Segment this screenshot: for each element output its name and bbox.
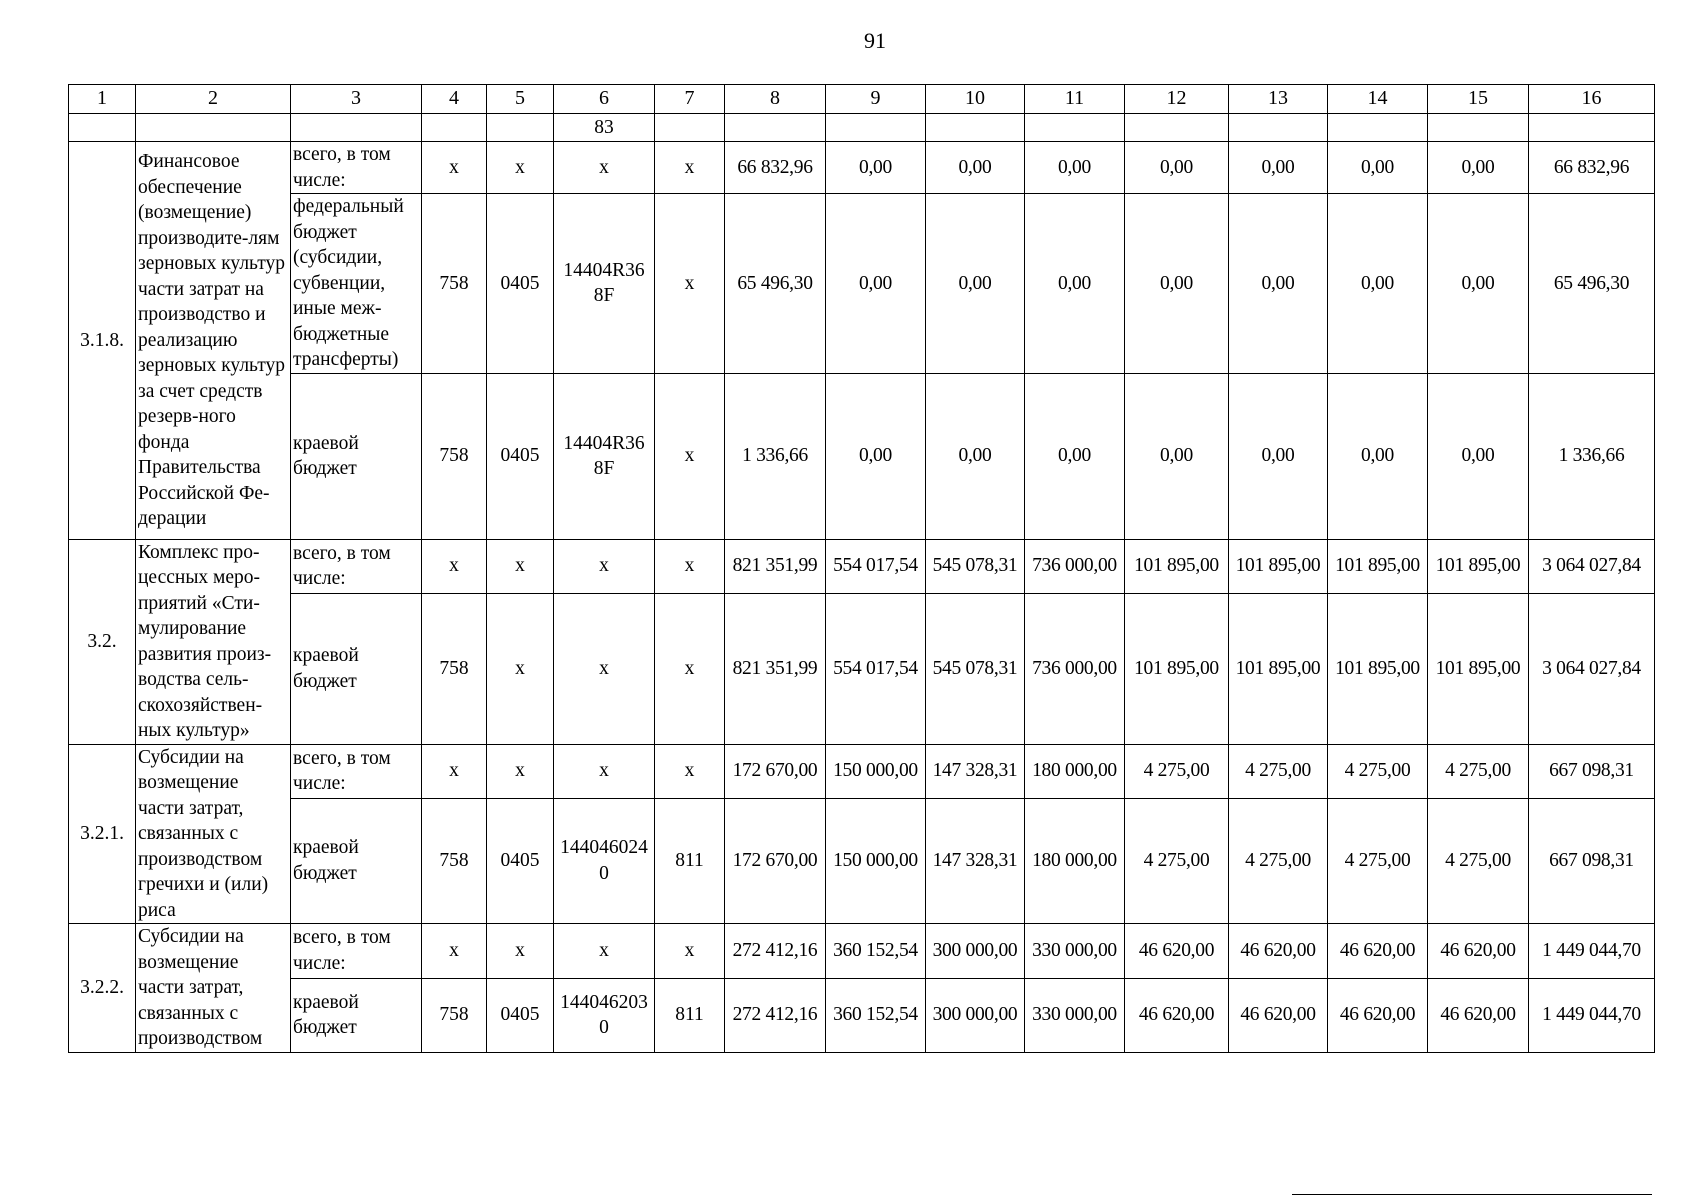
amount-cell: 300 000,00 xyxy=(926,924,1025,979)
page-number: 91 xyxy=(864,28,886,53)
code-col6: х xyxy=(554,142,655,194)
code-col6: 14404R36 8F xyxy=(554,373,655,539)
table-row xyxy=(69,924,1655,979)
amount-cell: 0,00 xyxy=(826,194,926,374)
table-row xyxy=(69,194,1655,374)
amount-cell: 147 328,31 xyxy=(926,798,1025,923)
amount-cell: 0,00 xyxy=(1025,194,1125,374)
amount-cell: 0,00 xyxy=(1229,194,1328,374)
amount-cell: 4 275,00 xyxy=(1328,744,1428,798)
amount-cell: 0,00 xyxy=(1428,373,1529,539)
amount-cell: 0,00 xyxy=(1428,194,1529,374)
column-number-header: 11 xyxy=(1025,85,1125,114)
amount-cell: 101 895,00 xyxy=(1428,539,1529,593)
code-col4: 758 xyxy=(422,194,487,374)
amount-cell: 101 895,00 xyxy=(1125,593,1229,744)
code-col6: х xyxy=(554,593,655,744)
row-name: Субсидии на возмещение части затрат, связанных с производством xyxy=(136,924,291,1053)
row-name: Субсидии на возмещение части затрат, связанных с производством гречихи и (или) риса xyxy=(136,744,291,924)
amount-cell: 0,00 xyxy=(1125,373,1229,539)
code-col4: х xyxy=(422,744,487,798)
amount-cell: 0,00 xyxy=(1328,373,1428,539)
amount-cell: 4 275,00 xyxy=(1125,744,1229,798)
column-number-header: 15 xyxy=(1428,85,1529,114)
funding-source: краевой бюджет xyxy=(291,798,422,923)
amount-cell: 150 000,00 xyxy=(826,744,926,798)
row-name: Финансовое обеспечение (возмещение) производите-лям зерновых культур части затрат на производство и реализацию зерновых культур за счет средств резерв-ного фонда Правительства Российской Фе-дерации xyxy=(136,142,291,540)
column-number-header: 14 xyxy=(1328,85,1428,114)
code-col4: х xyxy=(422,924,487,979)
amount-cell: 0,00 xyxy=(826,142,926,194)
amount-cell: 4 275,00 xyxy=(1428,744,1529,798)
table-row xyxy=(69,744,1655,798)
amount-cell: 3 064 027,84 xyxy=(1529,593,1655,744)
amount-cell: 46 620,00 xyxy=(1428,924,1529,979)
amount-cell: 0,00 xyxy=(1125,194,1229,374)
code-col4: 758 xyxy=(422,798,487,923)
code-col7: х xyxy=(655,744,725,798)
amount-cell: 46 620,00 xyxy=(1125,978,1229,1052)
column-number-header: 1 xyxy=(69,85,136,114)
amount-cell: 330 000,00 xyxy=(1025,978,1125,1052)
code-col7: х xyxy=(655,194,725,374)
amount-cell: 0,00 xyxy=(926,373,1025,539)
code-col5: 0405 xyxy=(487,373,554,539)
row-index: 3.2.1. xyxy=(69,744,136,924)
amount-cell: 147 328,31 xyxy=(926,744,1025,798)
code-col4: 758 xyxy=(422,373,487,539)
code-col7: х xyxy=(655,924,725,979)
amount-cell: 821 351,99 xyxy=(725,539,826,593)
subheader-row xyxy=(69,114,1655,142)
code-col7: х xyxy=(655,593,725,744)
amount-cell: 101 895,00 xyxy=(1125,539,1229,593)
amount-cell: 172 670,00 xyxy=(725,798,826,923)
amount-cell: 272 412,16 xyxy=(725,978,826,1052)
amount-cell: 46 620,00 xyxy=(1328,978,1428,1052)
funding-source: всего, в том числе: xyxy=(291,744,422,798)
column-number-header: 9 xyxy=(826,85,926,114)
funding-source: краевой бюджет xyxy=(291,593,422,744)
amount-cell: 0,00 xyxy=(1428,142,1529,194)
column-number-header: 12 xyxy=(1125,85,1229,114)
code-col7: 811 xyxy=(655,798,725,923)
column-number-header: 5 xyxy=(487,85,554,114)
funding-source: краевой бюджет xyxy=(291,978,422,1052)
amount-cell: 46 620,00 xyxy=(1229,978,1328,1052)
code-col4: 758 xyxy=(422,593,487,744)
amount-cell: 545 078,31 xyxy=(926,593,1025,744)
amount-cell: 101 895,00 xyxy=(1229,593,1328,744)
amount-cell: 180 000,00 xyxy=(1025,744,1125,798)
code-col6: 144046024 0 xyxy=(554,798,655,923)
table-row xyxy=(69,593,1655,744)
amount-cell: 4 275,00 xyxy=(1428,798,1529,923)
code-col6: 14404R36 8F xyxy=(554,194,655,374)
funding-source: федеральный бюджет (субсидии, субвенции, иные меж-бюджетные трансферты) xyxy=(291,194,422,374)
amount-cell: 46 620,00 xyxy=(1428,978,1529,1052)
table-row xyxy=(69,373,1655,539)
column-number-header: 7 xyxy=(655,85,725,114)
row-index: 3.1.8. xyxy=(69,142,136,540)
column-number-header: 8 xyxy=(725,85,826,114)
subheader-col6: 83 xyxy=(554,114,655,142)
amount-cell: 0,00 xyxy=(926,142,1025,194)
funding-source: всего, в том числе: xyxy=(291,142,422,194)
amount-cell: 360 152,54 xyxy=(826,978,926,1052)
amount-cell: 65 496,30 xyxy=(1529,194,1655,374)
amount-cell: 272 412,16 xyxy=(725,924,826,979)
code-col7: х xyxy=(655,539,725,593)
amount-cell: 66 832,96 xyxy=(1529,142,1655,194)
amount-cell: 46 620,00 xyxy=(1328,924,1428,979)
amount-cell: 0,00 xyxy=(1229,142,1328,194)
table-row xyxy=(69,978,1655,1052)
amount-cell: 330 000,00 xyxy=(1025,924,1125,979)
code-col5: 0405 xyxy=(487,194,554,374)
amount-cell: 101 895,00 xyxy=(1428,593,1529,744)
amount-cell: 101 895,00 xyxy=(1328,593,1428,744)
amount-cell: 0,00 xyxy=(1025,373,1125,539)
amount-cell: 65 496,30 xyxy=(725,194,826,374)
amount-cell: 66 832,96 xyxy=(725,142,826,194)
amount-cell: 101 895,00 xyxy=(1328,539,1428,593)
amount-cell: 0,00 xyxy=(1328,194,1428,374)
code-col5: х xyxy=(487,744,554,798)
code-col6: х xyxy=(554,539,655,593)
amount-cell: 736 000,00 xyxy=(1025,593,1125,744)
code-col4: х xyxy=(422,539,487,593)
table-row xyxy=(69,142,1655,194)
amount-cell: 4 275,00 xyxy=(1328,798,1428,923)
code-col4: х xyxy=(422,142,487,194)
amount-cell: 545 078,31 xyxy=(926,539,1025,593)
row-index: 3.2. xyxy=(69,539,136,744)
amount-cell: 1 336,66 xyxy=(1529,373,1655,539)
amount-cell: 554 017,54 xyxy=(826,539,926,593)
funding-source: всего, в том числе: xyxy=(291,539,422,593)
amount-cell: 821 351,99 xyxy=(725,593,826,744)
amount-cell: 172 670,00 xyxy=(725,744,826,798)
amount-cell: 0,00 xyxy=(826,373,926,539)
code-col5: 0405 xyxy=(487,978,554,1052)
amount-cell: 360 152,54 xyxy=(826,924,926,979)
funding-source: всего, в том числе: xyxy=(291,924,422,979)
amount-cell: 4 275,00 xyxy=(1229,744,1328,798)
column-number-header: 2 xyxy=(136,85,291,114)
code-col6: х xyxy=(554,744,655,798)
amount-cell: 1 336,66 xyxy=(725,373,826,539)
code-col5: 0405 xyxy=(487,798,554,923)
code-col7: х xyxy=(655,142,725,194)
amount-cell: 0,00 xyxy=(1328,142,1428,194)
row-name: Комплекс про-цессных меро-приятий «Сти-мулирование развития произ-водства сель-скохозяйствен-ных культур» xyxy=(136,539,291,744)
amount-cell: 0,00 xyxy=(1125,142,1229,194)
amount-cell: 180 000,00 xyxy=(1025,798,1125,923)
amount-cell: 4 275,00 xyxy=(1125,798,1229,923)
funding-source: краевой бюджет xyxy=(291,373,422,539)
column-number-header: 3 xyxy=(291,85,422,114)
amount-cell: 1 449 044,70 xyxy=(1529,924,1655,979)
table-row xyxy=(69,798,1655,923)
amount-cell: 4 275,00 xyxy=(1229,798,1328,923)
amount-cell: 554 017,54 xyxy=(826,593,926,744)
amount-cell: 667 098,31 xyxy=(1529,744,1655,798)
code-col5: х xyxy=(487,539,554,593)
column-number-header: 16 xyxy=(1529,85,1655,114)
amount-cell: 46 620,00 xyxy=(1125,924,1229,979)
amount-cell: 736 000,00 xyxy=(1025,539,1125,593)
amount-cell: 0,00 xyxy=(926,194,1025,374)
code-col5: х xyxy=(487,924,554,979)
amount-cell: 300 000,00 xyxy=(926,978,1025,1052)
budget-table xyxy=(68,84,1655,1053)
code-col4: 758 xyxy=(422,978,487,1052)
amount-cell: 667 098,31 xyxy=(1529,798,1655,923)
code-col6: 144046203 0 xyxy=(554,978,655,1052)
amount-cell: 3 064 027,84 xyxy=(1529,539,1655,593)
amount-cell: 46 620,00 xyxy=(1229,924,1328,979)
row-index: 3.2.2. xyxy=(69,924,136,1053)
column-number-header: 6 xyxy=(554,85,655,114)
code-col5: х xyxy=(487,142,554,194)
code-col7: х xyxy=(655,373,725,539)
code-col5: х xyxy=(487,593,554,744)
code-col7: 811 xyxy=(655,978,725,1052)
column-number-header: 10 xyxy=(926,85,1025,114)
column-numbers-row xyxy=(69,85,1655,114)
table-row xyxy=(69,539,1655,593)
code-col6: х xyxy=(554,924,655,979)
amount-cell: 0,00 xyxy=(1229,373,1328,539)
amount-cell: 101 895,00 xyxy=(1229,539,1328,593)
amount-cell: 150 000,00 xyxy=(826,798,926,923)
column-number-header: 13 xyxy=(1229,85,1328,114)
amount-cell: 0,00 xyxy=(1025,142,1125,194)
column-number-header: 4 xyxy=(422,85,487,114)
amount-cell: 1 449 044,70 xyxy=(1529,978,1655,1052)
footer-rule xyxy=(1292,1194,1652,1195)
